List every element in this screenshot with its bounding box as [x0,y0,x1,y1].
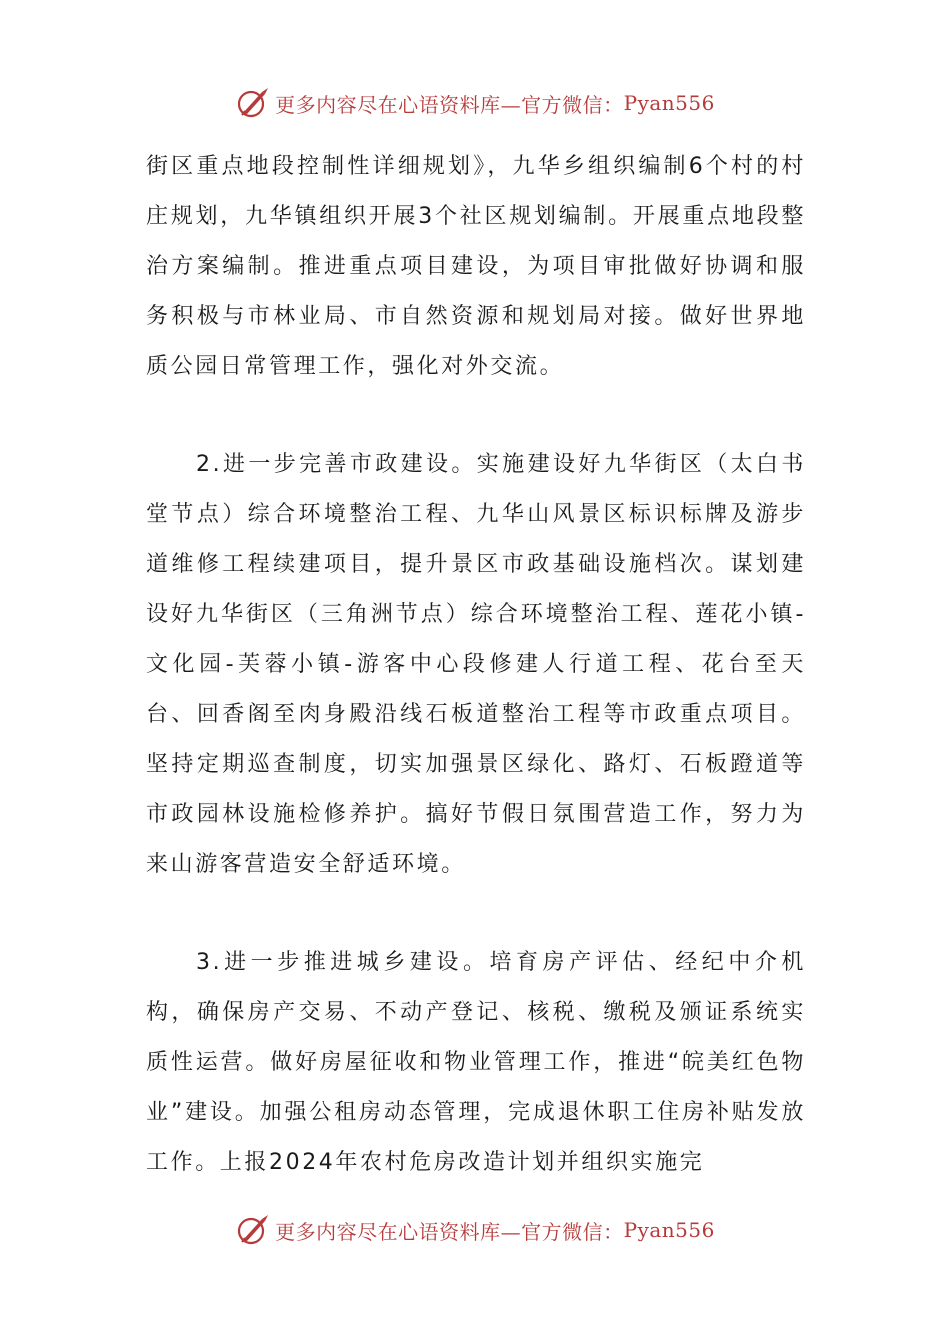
watermark-wechat-id: Pyan556 [623,91,715,115]
watermark-wechat-id: Pyan556 [623,1218,715,1242]
quill-pen-logo-icon [235,85,271,121]
quill-pen-logo-icon [235,1212,271,1248]
watermark-footer [0,1210,950,1250]
watermark-header [0,83,950,123]
paragraph-continuation: 街区重点地段控制性详细规划》，九华乡组织编制6个村的村庄规划，九华镇组织开展3个社区规划编制。开展重点地段整治方案编制。推进重点项目建设，为项目审批做好协调和服务积极与市林业局、市自然资源和规划局对接。做好世界地质公园日常管理工作，强化对外交流。 [146,154,806,379]
watermark-text: 更多内容尽在心语资料库—官方微信： [275,92,624,117]
paragraph-urban-rural-construction: 3.进一步推进城乡建设。培育房产评估、经纪中介机构，确保房产交易、不动产登记、核税、缴税及颁证系统实质性运营。做好房屋征收和物业管理工作，推进“皖美红色物业”建设。加强公租房动态管理，完成退休职工住房补贴发放工作。上报2024年农村危房改造计划并组织实施完 [146,950,806,1175]
watermark-text: 更多内容尽在心语资料库—官方微信： [275,1219,624,1244]
paragraph-municipal-construction: 2.进一步完善市政建设。实施建设好九华街区（太白书堂节点）综合环境整治工程、九华山风景区标识标牌及游步道维修工程续建项目，提升景区市政基础设施档次。谋划建设好九华街区（三角洲节点）综合环境整治工程、莲花小镇-文化园-芙蓉小镇-游客中心段修建人行道工程、花台至天台、回香阁至肉身殿沿线石板道整治工程等市政重点项目。坚持定期巡查制度，切实加强景区绿化、路灯、石板蹬道等市政园林设施检修养护。搞好节假日氛围营造工作，努力为来山游客营造安全舒适环境。 [146,452,806,877]
document-body [146,142,806,1188]
